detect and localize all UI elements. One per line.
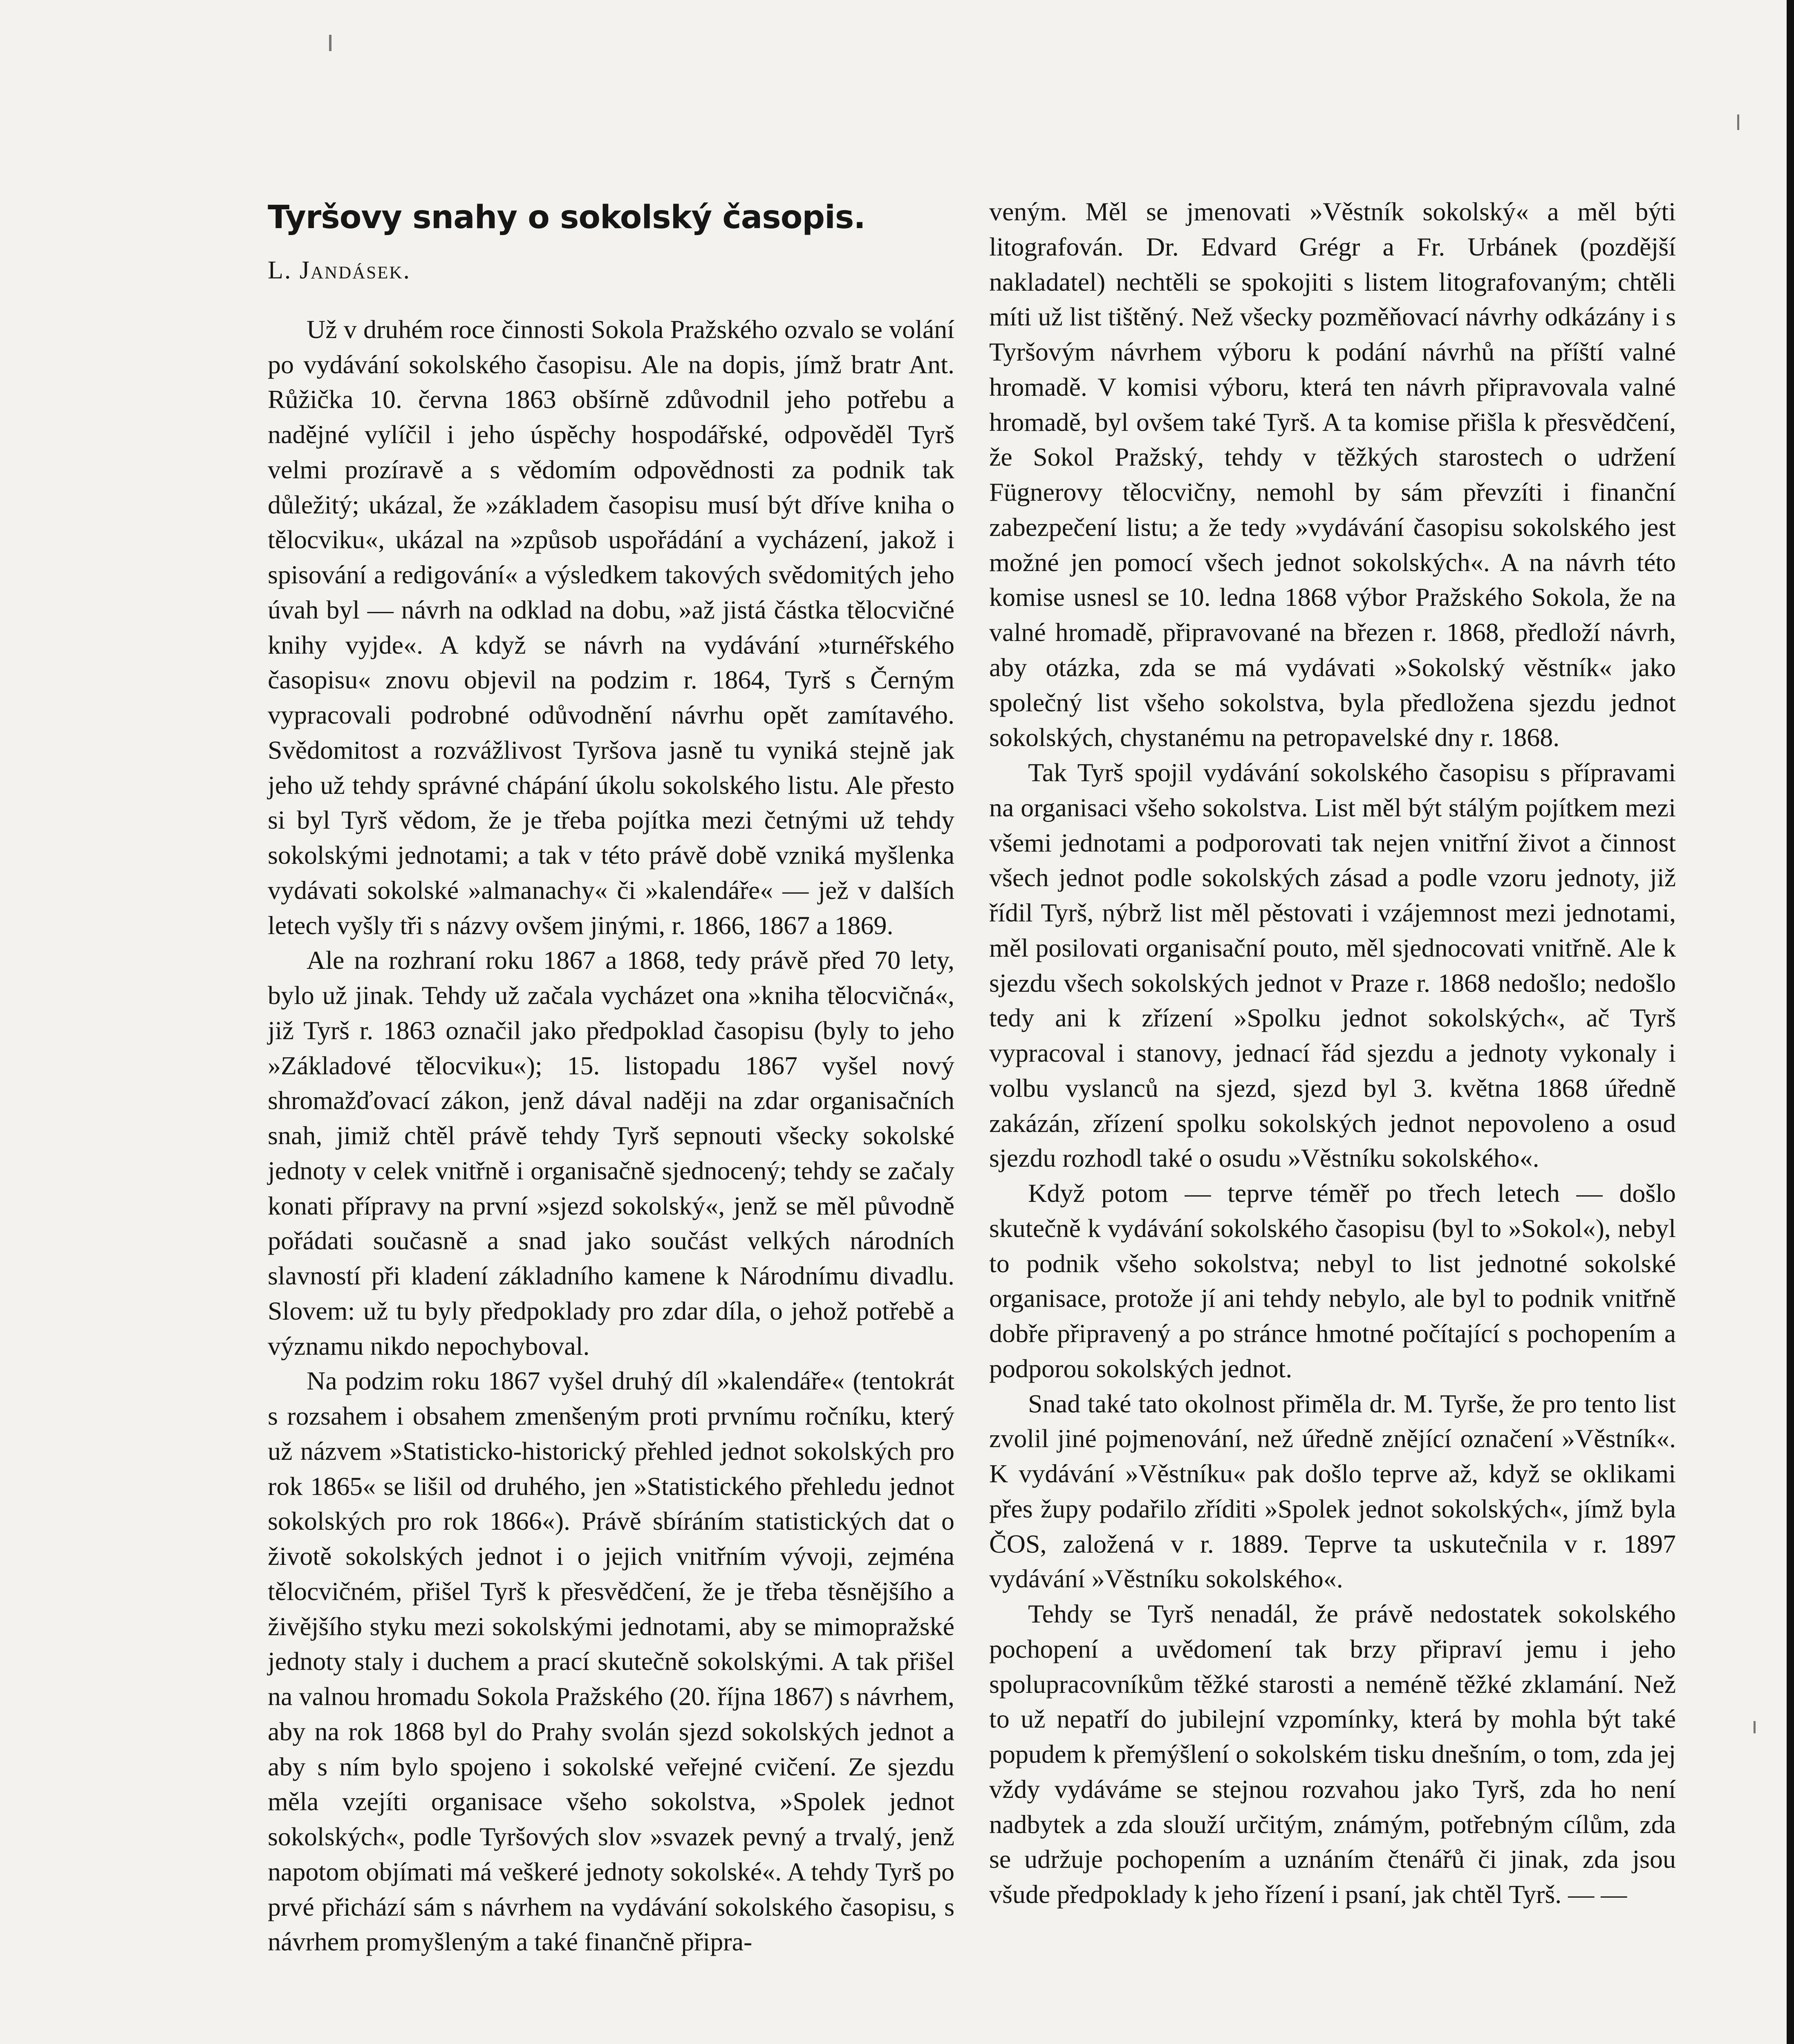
paragraph-3-continuation: veným. Měl se jmenovati »Věstník sokolský« a měl býti litografován. Dr. Edvard Grégr a Fr. Urbánek (pozdější nakladatel) nechtěli se spokojiti s listem litografovaným; chtěli míti už list tištěný. Než všecky pozměňovací návrhy odkázány i s Tyršovým návrhem výboru k podání návrhů na příští valné hromadě. V komisi výboru, která ten návrh připravovala valné hromadě, byl ovšem také Tyrš. A ta komise přišla k přesvědčení, že Sokol Pražský, tehdy v těžkých starostech o udržení Fügnerovy tělocvičny, nemohl by sám převzíti i finanční zabezpečení listu; a že tedy »vydávání časopisu sokolského jest možné jen pomocí všech jednot sokolských«. A na návrh této komise usnesl se 10. ledna 1868 výbor Pražského Sokola, že na valné hromadě, připravované na březen r. 1868, předloží návrh, aby otázka, zda se má vydávati »Sokolský věstník« jako společný list všeho sokolstva, byla předložena sjezdu jednot sokolských, chystanému na petropavelské dny r. 1868.: [989, 197, 1676, 752]
right-column: [989, 194, 1676, 1912]
paragraph-1: Už v druhém roce činnosti Sokola Pražského ozvalo se volání po vydávání sokolského časopisu. Ale na dopis, jímž bratr Ant. Růžička 10. června 1863 obšírně zdůvodnil jeho potřebu a nadějné vylíčil i jeho úspěchy hospodářské, odpověděl Tyrš velmi prozíravě a s vědomím odpovědnosti za podnik tak důležitý; ukázal, že »základem časopisu musí být dříve kniha o tělocviku«, ukázal na »způsob uspořádání a vycházení, jakož i spisování a redigování« a výsledkem takových svědomitých jeho úvah byl — návrh na odklad na dobu, »až jistá částka tělocvičné knihy vyjde«. A když se návrh na vydávání »turnéřského časopisu« znovu objevil na podzim r. 1864, Tyrš s Černým vypracovali podrobné odůvodnění návrhu opět zamítavého. Svědomitost a rozvážlivost Tyršova jasně tu vyniká stejně jak jeho už tehdy správné chápání úkolu sokolského listu. Ale přesto si byl Tyrš vědom, že je třeba pojítka mezi četnými už tehdy sokolskými jednotami; a tak v této právě době vzniká myšlenka vydávati sokolské »almanachy« či »kalendáře« — jež v dalších letech vyšly tři s názvy ovšem jinými, r. 1866, 1867 a 1869.: [268, 314, 954, 940]
scan-speck: [1737, 114, 1739, 130]
paragraph-3: Na podzim roku 1867 vyšel druhý díl »kalendáře« (tentokrát s rozsahem i obsahem zmenšeným proti prvnímu ročníku, který už názvem »Statisticko-historický přehled jednot sokolských pro rok 1865« se lišil od druhého, jen »Statistického přehledu jednot sokolských pro rok 1866«). Právě sbíráním statistických dat o životě sokolských jednot i o jejich vnitřním vývoji, zejména tělocvičném, přišel Tyrš k přesvědčení, že je třeba těsnějšího a živějšího styku mezi sokolskými jednotami, aby se mimopražské jednoty staly i duchem a prací skutečně sokolskými. A tak přišel na valnou hromadu Sokola Pražského (20. října 1867) s návrhem, aby na rok 1868 byl do Prahy svolán sjezd sokolských jednot a aby s ním bylo spojeno i sokolské veřejné cvičení. Ze sjezdu měla vzejíti organisace všeho sokolstva, »Spolek jednot sokolských«, podle Tyršových slov »svazek pevný a trvalý, jenž napotom objímati má veškeré jednoty sokolské«. A tehdy Tyrš po prvé přichází sám s návrhem na vydávání sokolského časopisu, s návrhem promyšleným a také finančně připra-: [268, 1366, 954, 1957]
left-column: [268, 200, 954, 1959]
paragraph-4: Tak Tyrš spojil vydávání sokolského časopisu s přípravami na organisaci všeho sokolstva. List měl být stálým pojítkem mezi všemi jednotami a podporovati tak nejen vnitřní život a činnost všech jednot podle sokolských zásad a podle vzoru jednoty, již řídil Tyrš, nýbrž list měl pěstovati i vzájemnost mezi jednotami, měl posilovati organisační pouto, měl sjednocovati vnitřně. Ale k sjezdu všech sokolských jednot v Praze r. 1868 nedošlo; nedošlo tedy ani k zřízení »Spolku jednot sokolských«, ač Tyrš vypracoval i stanovy, jednací řád sjezdu a jednoty vykonaly i volbu vyslanců na sjezd, sjezd byl 3. května 1868 úředně zakázán, zřízení spolku sokolských jednot nepovoleno a osud sjezdu rozhodl také o osudu »Věstníku sokolského«.: [989, 758, 1676, 1173]
paragraph-6: Snad také tato okolnost přiměla dr. M. Tyrše, že pro tento list zvolil jiné pojmenování, než úředně znějící označení »Věstník«. K vydávání »Věstníku« pak došlo teprve až, když se oklikami přes župy podařilo zříditi »Spolek jednot sokolských«, jímž byla ČOS, založená v r. 1889. Teprve ta uskutečnila v r. 1897 vydávání »Věstníku sokolského«.: [989, 1389, 1676, 1594]
article-title: Tyršovy snahy o sokolský časopis.: [268, 199, 865, 236]
scan-speck: [329, 35, 331, 51]
paragraph-5: Když potom — teprve téměř po třech letech — došlo skutečně k vydávání sokolského časopisu (byl to »Sokol«), nebyl to podnik všeho sokolstva; nebyl to list jednotné sokolské organisace, protože jí ani tehdy nebylo, ale byl to podnik vnitřně dobře připravený a po stránce hmotné počítající s pochopením a podporou sokolských jednot.: [989, 1179, 1676, 1383]
paragraph-2: Ale na rozhraní roku 1867 a 1868, tedy právě před 70 lety, bylo už jinak. Tehdy už začala vycházet ona »kniha tělocvičná«, již Tyrš r. 1863 označil jako předpoklad časopisu (byly to jeho »Základové tělocviku«); 15. listopadu 1867 vyšel nový shromažďovací zákon, jenž dával naději na zdar organisačních snah, jimiž chtěl právě tehdy Tyrš sepnouti všecky sokolské jednoty v celek vnitřně i organisačně sjednocený; tehdy se začaly konati přípravy na první »sjezd sokolský«, jenž se měl původně pořádati současně a snad jako součást velkých národních slavností při kladení základního kamene k Národnímu divadlu. Slovem: už tu byly předpoklady pro zdar díla, o jehož potřebě a významu nikdo nepochyboval.: [268, 946, 954, 1360]
scan-speck: [1754, 1721, 1756, 1733]
article-author: L. Jandásek.: [268, 256, 411, 284]
paragraph-7: Tehdy se Tyrš nenadál, že právě nedostatek sokolského pochopení a uvědomení tak brzy připraví jemu i jeho spolupracovníkům těžké starosti a neméně těžké zklamání. Než to už nepatří do jubilejní vzpomínky, která by mohla být také popudem k přemýšlení o sokolském tisku dnešním, o tom, zda jej vždy vydáváme se stejnou rozvahou jako Tyrš, zda ho není nadbytek a zda slouží určitým, známým, potřebným cílům, zda se udržuje pochopením a uznáním čtenářů či jinak, zda jsou všude předpoklady k jeho řízení i psaní, jak chtěl Tyrš. — —: [989, 1599, 1676, 1909]
